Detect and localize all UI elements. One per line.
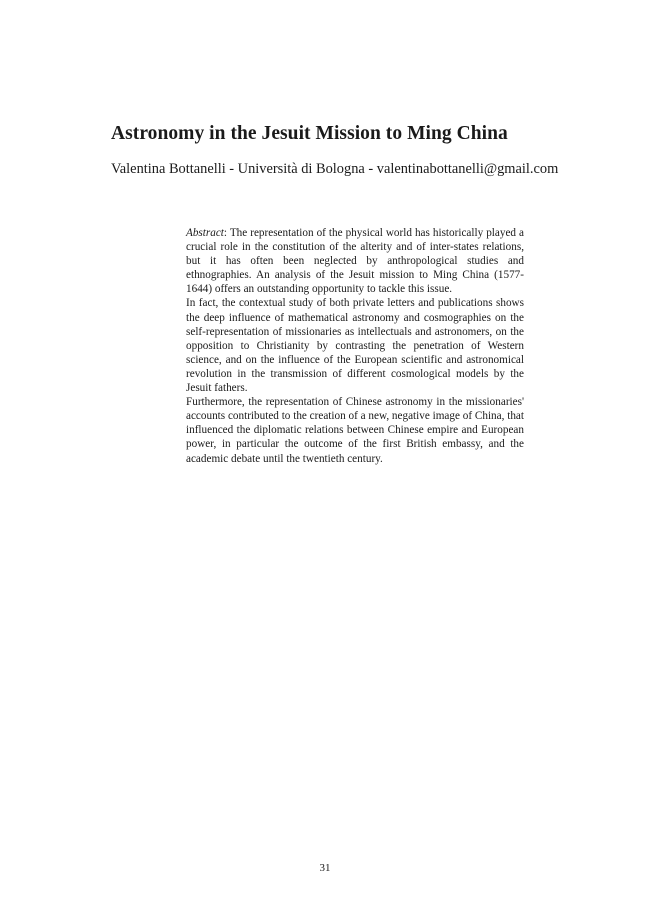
abstract-paragraph-1-text: The representation of the physical world has historically played a crucial role in the constitution of the alterity and of inter-states relations, but it has often been neglected by anthropological studies and ethnographies. An analysis of the Jesuit mission to Ming China (1577-1644) offers an outstanding opportunity to tackle this issue. bbox=[186, 227, 524, 296]
paper-title: Astronomy in the Jesuit Mission to Ming China bbox=[111, 123, 508, 144]
abstract-label-colon: : bbox=[223, 227, 230, 239]
abstract bbox=[186, 226, 524, 466]
abstract-label: Abstract bbox=[186, 227, 224, 239]
abstract-paragraph-2: In fact, the contextual study of both private letters and publications shows the deep influence of mathematical astronomy and cosmographies on the self-representation of missionaries as intellectuals and astronomers, on the opposition to Christianity by contrasting the penetration of Western science, and on the influence of the European scientific and astronomical revolution in the transmission of different cosmological models by the Jesuit fathers. bbox=[186, 297, 524, 395]
page-number: 31 bbox=[319, 862, 331, 874]
abstract-paragraph-1 bbox=[186, 226, 524, 296]
abstract-paragraph-3: Furthermore, the representation of Chinese astronomy in the missionaries' accounts contributed to the creation of a new, negative image of China, that influenced the diplomatic relations between Chinese empire and European power, in particular the outcome of the first British embassy, and the academic debate until the twentieth century. bbox=[186, 396, 524, 465]
author-affiliation-line: Valentina Bottanelli - Università di Bologna - valentinabottanelli@gmail.com bbox=[111, 161, 559, 177]
